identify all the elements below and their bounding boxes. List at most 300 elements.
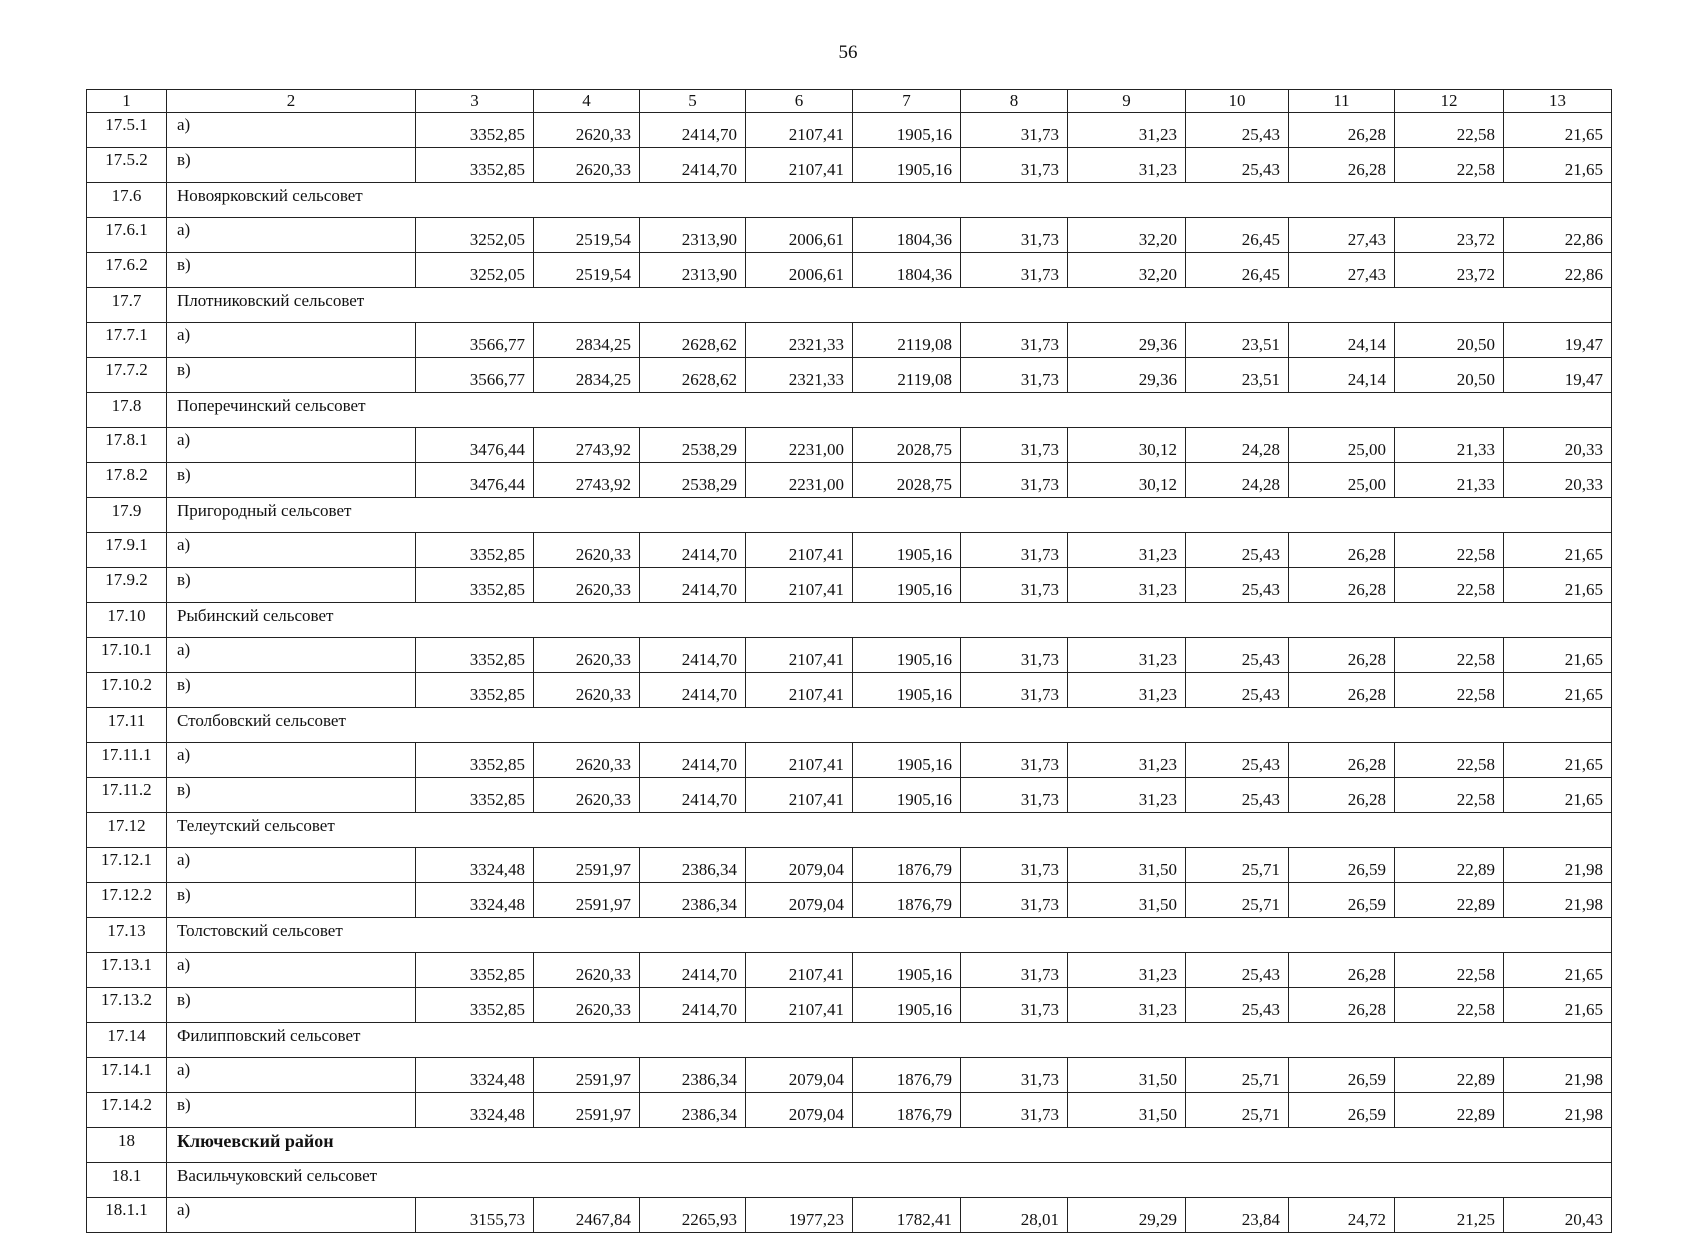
value-cell: 23,72 [1395, 218, 1504, 253]
value-cell: 2620,33 [534, 148, 640, 183]
value-cell: 3352,85 [416, 638, 534, 673]
value-cell: 2028,75 [853, 428, 961, 463]
value-cell: 2628,62 [640, 323, 746, 358]
value-cell: 21,98 [1504, 1093, 1612, 1128]
value-cell: 2414,70 [640, 568, 746, 603]
value-cell: 22,86 [1504, 218, 1612, 253]
value-cell: 20,50 [1395, 323, 1504, 358]
value-cell: 3324,48 [416, 883, 534, 918]
value-cell: 2006,61 [746, 253, 853, 288]
value-cell: 31,73 [961, 533, 1068, 568]
value-cell: 2107,41 [746, 988, 853, 1023]
value-cell: 26,28 [1289, 743, 1395, 778]
value-cell: 23,51 [1186, 358, 1289, 393]
value-cell: 3352,85 [416, 568, 534, 603]
value-cell: 2519,54 [534, 253, 640, 288]
table-row [87, 568, 1612, 603]
row-label-cell: а) [167, 218, 416, 253]
row-code-cell: 17.5.1 [87, 113, 167, 148]
value-cell: 2743,92 [534, 428, 640, 463]
section-title: Телеутский сельсовет [167, 813, 1612, 848]
value-cell: 1782,41 [853, 1198, 961, 1233]
value-cell: 29,29 [1068, 1198, 1186, 1233]
table-row [87, 1058, 1612, 1093]
value-cell: 32,20 [1068, 253, 1186, 288]
value-cell: 19,47 [1504, 323, 1612, 358]
value-cell: 2519,54 [534, 218, 640, 253]
column-number-header: 10 [1186, 90, 1289, 113]
section-row [87, 1163, 1612, 1198]
value-cell: 1905,16 [853, 568, 961, 603]
value-cell: 2107,41 [746, 673, 853, 708]
value-cell: 22,58 [1395, 673, 1504, 708]
value-cell: 21,65 [1504, 568, 1612, 603]
column-number-header: 11 [1289, 90, 1395, 113]
value-cell: 26,28 [1289, 568, 1395, 603]
column-number-header: 2 [167, 90, 416, 113]
value-cell: 31,73 [961, 883, 1068, 918]
table-row [87, 988, 1612, 1023]
section-row [87, 288, 1612, 323]
value-cell: 22,58 [1395, 743, 1504, 778]
value-cell: 2414,70 [640, 148, 746, 183]
table-row [87, 638, 1612, 673]
value-cell: 2414,70 [640, 778, 746, 813]
value-cell: 2107,41 [746, 638, 853, 673]
row-code-cell: 17.14.1 [87, 1058, 167, 1093]
value-cell: 1876,79 [853, 1093, 961, 1128]
column-number-header: 9 [1068, 90, 1186, 113]
value-cell: 25,43 [1186, 568, 1289, 603]
section-title: Столбовский сельсовет [167, 708, 1612, 743]
value-cell: 31,73 [961, 568, 1068, 603]
value-cell: 2620,33 [534, 673, 640, 708]
value-cell: 21,65 [1504, 148, 1612, 183]
value-cell: 3352,85 [416, 673, 534, 708]
value-cell: 25,71 [1186, 1058, 1289, 1093]
value-cell: 1905,16 [853, 148, 961, 183]
row-code-cell: 17.5.2 [87, 148, 167, 183]
value-cell: 21,98 [1504, 1058, 1612, 1093]
value-cell: 1876,79 [853, 848, 961, 883]
value-cell: 21,25 [1395, 1198, 1504, 1233]
value-cell: 2591,97 [534, 848, 640, 883]
table-row [87, 778, 1612, 813]
row-code-cell: 17.13.1 [87, 953, 167, 988]
value-cell: 22,86 [1504, 253, 1612, 288]
row-code-cell: 17.6 [87, 183, 167, 218]
value-cell: 31,23 [1068, 148, 1186, 183]
value-cell: 22,58 [1395, 568, 1504, 603]
row-code-cell: 17.6.2 [87, 253, 167, 288]
section-row [87, 498, 1612, 533]
section-row [87, 1023, 1612, 1058]
row-code-cell: 17.11.2 [87, 778, 167, 813]
value-cell: 2107,41 [746, 533, 853, 568]
value-cell: 31,23 [1068, 568, 1186, 603]
value-cell: 31,73 [961, 673, 1068, 708]
value-cell: 31,73 [961, 113, 1068, 148]
value-cell: 31,23 [1068, 113, 1186, 148]
value-cell: 31,73 [961, 358, 1068, 393]
row-code-cell: 17.10.1 [87, 638, 167, 673]
value-cell: 3324,48 [416, 848, 534, 883]
value-cell: 2628,62 [640, 358, 746, 393]
value-cell: 25,71 [1186, 1093, 1289, 1128]
value-cell: 29,36 [1068, 358, 1186, 393]
row-code-cell: 17.11 [87, 708, 167, 743]
section-title: Ключевский район [167, 1128, 1612, 1163]
row-label-cell: а) [167, 428, 416, 463]
row-code-cell: 17.7 [87, 288, 167, 323]
row-code-cell: 17.8 [87, 393, 167, 428]
value-cell: 3352,85 [416, 533, 534, 568]
value-cell: 21,98 [1504, 883, 1612, 918]
value-cell: 2321,33 [746, 323, 853, 358]
value-cell: 31,23 [1068, 778, 1186, 813]
value-cell: 26,28 [1289, 988, 1395, 1023]
row-code-cell: 17.10 [87, 603, 167, 638]
row-code-cell: 17.13 [87, 918, 167, 953]
value-cell: 2231,00 [746, 428, 853, 463]
value-cell: 3252,05 [416, 218, 534, 253]
value-cell: 26,45 [1186, 218, 1289, 253]
value-cell: 31,23 [1068, 743, 1186, 778]
value-cell: 31,73 [961, 323, 1068, 358]
value-cell: 31,73 [961, 848, 1068, 883]
value-cell: 2620,33 [534, 638, 640, 673]
value-cell: 29,36 [1068, 323, 1186, 358]
value-cell: 2834,25 [534, 323, 640, 358]
value-cell: 31,23 [1068, 988, 1186, 1023]
value-cell: 25,43 [1186, 778, 1289, 813]
row-code-cell: 17.9.1 [87, 533, 167, 568]
value-cell: 25,43 [1186, 673, 1289, 708]
value-cell: 2743,92 [534, 463, 640, 498]
value-cell: 2107,41 [746, 953, 853, 988]
value-cell: 24,14 [1289, 358, 1395, 393]
value-cell: 26,28 [1289, 533, 1395, 568]
value-cell: 24,28 [1186, 463, 1289, 498]
value-cell: 3352,85 [416, 953, 534, 988]
value-cell: 22,58 [1395, 988, 1504, 1023]
value-cell: 2386,34 [640, 1058, 746, 1093]
row-label-cell: в) [167, 358, 416, 393]
value-cell: 3476,44 [416, 428, 534, 463]
row-label-cell: а) [167, 1198, 416, 1233]
row-code-cell: 17.10.2 [87, 673, 167, 708]
row-label-cell: а) [167, 533, 416, 568]
row-code-cell: 17.14.2 [87, 1093, 167, 1128]
table-row [87, 848, 1612, 883]
value-cell: 2107,41 [746, 568, 853, 603]
row-label-cell: а) [167, 638, 416, 673]
column-number-header: 8 [961, 90, 1068, 113]
value-cell: 3352,85 [416, 988, 534, 1023]
section-title: Васильчуковский сельсовет [167, 1163, 1612, 1198]
value-cell: 24,28 [1186, 428, 1289, 463]
row-code-cell: 17.11.1 [87, 743, 167, 778]
value-cell: 2414,70 [640, 533, 746, 568]
section-title: Плотниковский сельсовет [167, 288, 1612, 323]
value-cell: 2028,75 [853, 463, 961, 498]
value-cell: 2313,90 [640, 253, 746, 288]
table-row [87, 323, 1612, 358]
value-cell: 20,33 [1504, 463, 1612, 498]
value-cell: 20,33 [1504, 428, 1612, 463]
value-cell: 2414,70 [640, 638, 746, 673]
value-cell: 21,98 [1504, 848, 1612, 883]
column-number-header: 4 [534, 90, 640, 113]
value-cell: 3352,85 [416, 148, 534, 183]
value-cell: 25,43 [1186, 148, 1289, 183]
value-cell: 19,47 [1504, 358, 1612, 393]
value-cell: 3352,85 [416, 778, 534, 813]
row-label-cell: в) [167, 673, 416, 708]
table-row [87, 113, 1612, 148]
value-cell: 31,73 [961, 743, 1068, 778]
value-cell: 25,43 [1186, 953, 1289, 988]
value-cell: 1905,16 [853, 638, 961, 673]
value-cell: 26,28 [1289, 638, 1395, 673]
value-cell: 2386,34 [640, 848, 746, 883]
table-row [87, 953, 1612, 988]
section-title: Новоярковский сельсовет [167, 183, 1612, 218]
row-code-cell: 17.13.2 [87, 988, 167, 1023]
table-row [87, 148, 1612, 183]
value-cell: 22,58 [1395, 113, 1504, 148]
table-row [87, 1198, 1612, 1233]
value-cell: 27,43 [1289, 253, 1395, 288]
value-cell: 3476,44 [416, 463, 534, 498]
value-cell: 31,73 [961, 988, 1068, 1023]
column-number-header-row [87, 90, 1612, 113]
value-cell: 25,43 [1186, 533, 1289, 568]
value-cell: 31,73 [961, 253, 1068, 288]
value-cell: 2079,04 [746, 883, 853, 918]
row-label-cell: в) [167, 568, 416, 603]
section-title: Пригородный сельсовет [167, 498, 1612, 533]
value-cell: 2591,97 [534, 1058, 640, 1093]
value-cell: 2107,41 [746, 743, 853, 778]
value-cell: 1905,16 [853, 953, 961, 988]
value-cell: 26,59 [1289, 1058, 1395, 1093]
value-cell: 22,89 [1395, 883, 1504, 918]
table-row [87, 1093, 1612, 1128]
value-cell: 2620,33 [534, 533, 640, 568]
value-cell: 31,50 [1068, 1093, 1186, 1128]
value-cell: 21,65 [1504, 988, 1612, 1023]
value-cell: 26,28 [1289, 148, 1395, 183]
value-cell: 25,71 [1186, 883, 1289, 918]
value-cell: 26,59 [1289, 1093, 1395, 1128]
table-row [87, 428, 1612, 463]
value-cell: 2414,70 [640, 673, 746, 708]
table-row [87, 253, 1612, 288]
value-cell: 22,89 [1395, 1093, 1504, 1128]
row-label-cell: в) [167, 883, 416, 918]
value-cell: 2538,29 [640, 428, 746, 463]
row-code-cell: 17.12.2 [87, 883, 167, 918]
value-cell: 31,73 [961, 218, 1068, 253]
row-code-cell: 18.1 [87, 1163, 167, 1198]
value-cell: 21,65 [1504, 953, 1612, 988]
value-cell: 21,65 [1504, 113, 1612, 148]
value-cell: 26,28 [1289, 673, 1395, 708]
table-row [87, 533, 1612, 568]
table-row [87, 463, 1612, 498]
value-cell: 22,58 [1395, 148, 1504, 183]
row-code-cell: 17.7.2 [87, 358, 167, 393]
value-cell: 31,73 [961, 1058, 1068, 1093]
value-cell: 3566,77 [416, 358, 534, 393]
value-cell: 31,73 [961, 463, 1068, 498]
value-cell: 30,12 [1068, 463, 1186, 498]
value-cell: 2538,29 [640, 463, 746, 498]
value-cell: 25,43 [1186, 988, 1289, 1023]
section-title: Рыбинский сельсовет [167, 603, 1612, 638]
value-cell: 31,73 [961, 638, 1068, 673]
value-cell: 2414,70 [640, 113, 746, 148]
value-cell: 25,43 [1186, 638, 1289, 673]
value-cell: 2620,33 [534, 743, 640, 778]
value-cell: 1876,79 [853, 1058, 961, 1093]
value-cell: 26,59 [1289, 883, 1395, 918]
value-cell: 31,23 [1068, 533, 1186, 568]
value-cell: 21,65 [1504, 533, 1612, 568]
row-label-cell: а) [167, 323, 416, 358]
value-cell: 2006,61 [746, 218, 853, 253]
value-cell: 2414,70 [640, 988, 746, 1023]
table-row [87, 218, 1612, 253]
value-cell: 21,33 [1395, 463, 1504, 498]
column-number-header: 7 [853, 90, 961, 113]
value-cell: 27,43 [1289, 218, 1395, 253]
value-cell: 2620,33 [534, 568, 640, 603]
row-label-cell: а) [167, 113, 416, 148]
row-label-cell: в) [167, 1093, 416, 1128]
value-cell: 24,72 [1289, 1198, 1395, 1233]
row-code-cell: 17.9.2 [87, 568, 167, 603]
value-cell: 21,65 [1504, 778, 1612, 813]
value-cell: 22,89 [1395, 1058, 1504, 1093]
value-cell: 31,50 [1068, 1058, 1186, 1093]
row-label-cell: в) [167, 253, 416, 288]
value-cell: 3324,48 [416, 1058, 534, 1093]
value-cell: 2265,93 [640, 1198, 746, 1233]
value-cell: 2467,84 [534, 1198, 640, 1233]
value-cell: 3352,85 [416, 113, 534, 148]
row-code-cell: 17.12.1 [87, 848, 167, 883]
value-cell: 3155,73 [416, 1198, 534, 1233]
value-cell: 2386,34 [640, 1093, 746, 1128]
value-cell: 2414,70 [640, 743, 746, 778]
row-code-cell: 17.8.1 [87, 428, 167, 463]
row-label-cell: в) [167, 463, 416, 498]
value-cell: 21,33 [1395, 428, 1504, 463]
value-cell: 31,23 [1068, 953, 1186, 988]
value-cell: 20,50 [1395, 358, 1504, 393]
section-row [87, 393, 1612, 428]
value-cell: 2107,41 [746, 778, 853, 813]
value-cell: 2079,04 [746, 1058, 853, 1093]
value-cell: 1905,16 [853, 988, 961, 1023]
value-cell: 2119,08 [853, 323, 961, 358]
value-cell: 2231,00 [746, 463, 853, 498]
page-number: 56 [838, 42, 858, 63]
value-cell: 2079,04 [746, 848, 853, 883]
row-code-cell: 17.14 [87, 1023, 167, 1058]
value-cell: 31,73 [961, 428, 1068, 463]
value-cell: 26,28 [1289, 778, 1395, 813]
value-cell: 2620,33 [534, 953, 640, 988]
row-label-cell: а) [167, 848, 416, 883]
row-label-cell: а) [167, 743, 416, 778]
section-title: Поперечинский сельсовет [167, 393, 1612, 428]
value-cell: 2620,33 [534, 113, 640, 148]
column-number-header: 12 [1395, 90, 1504, 113]
value-cell: 23,72 [1395, 253, 1504, 288]
section-row [87, 918, 1612, 953]
value-cell: 23,84 [1186, 1198, 1289, 1233]
value-cell: 31,50 [1068, 883, 1186, 918]
row-label-cell: в) [167, 988, 416, 1023]
value-cell: 31,23 [1068, 638, 1186, 673]
value-cell: 25,43 [1186, 113, 1289, 148]
section-title: Толстовский сельсовет [167, 918, 1612, 953]
row-code-cell: 18.1.1 [87, 1198, 167, 1233]
value-cell: 2107,41 [746, 148, 853, 183]
row-code-cell: 17.6.1 [87, 218, 167, 253]
column-number-header: 1 [87, 90, 167, 113]
value-cell: 1905,16 [853, 778, 961, 813]
value-cell: 25,00 [1289, 428, 1395, 463]
value-cell: 1905,16 [853, 673, 961, 708]
column-number-header: 3 [416, 90, 534, 113]
value-cell: 1804,36 [853, 218, 961, 253]
value-cell: 2591,97 [534, 883, 640, 918]
value-cell: 2119,08 [853, 358, 961, 393]
value-cell: 21,65 [1504, 673, 1612, 708]
value-cell: 25,43 [1186, 743, 1289, 778]
row-code-cell: 17.8.2 [87, 463, 167, 498]
column-number-header: 6 [746, 90, 853, 113]
value-cell: 31,73 [961, 1093, 1068, 1128]
value-cell: 2313,90 [640, 218, 746, 253]
value-cell: 26,45 [1186, 253, 1289, 288]
row-code-cell: 17.7.1 [87, 323, 167, 358]
value-cell: 26,28 [1289, 953, 1395, 988]
row-label-cell: а) [167, 1058, 416, 1093]
section-row [87, 708, 1612, 743]
tariff-table [86, 89, 1612, 1233]
section-row [87, 183, 1612, 218]
table-body [87, 90, 1612, 1233]
table-row [87, 883, 1612, 918]
row-code-cell: 17.9 [87, 498, 167, 533]
value-cell: 31,73 [961, 953, 1068, 988]
row-code-cell: 17.12 [87, 813, 167, 848]
value-cell: 24,14 [1289, 323, 1395, 358]
section-title: Филипповский сельсовет [167, 1023, 1612, 1058]
value-cell: 31,73 [961, 148, 1068, 183]
value-cell: 22,58 [1395, 638, 1504, 673]
value-cell: 1905,16 [853, 533, 961, 568]
value-cell: 2321,33 [746, 358, 853, 393]
value-cell: 2591,97 [534, 1093, 640, 1128]
value-cell: 1804,36 [853, 253, 961, 288]
table-row [87, 358, 1612, 393]
